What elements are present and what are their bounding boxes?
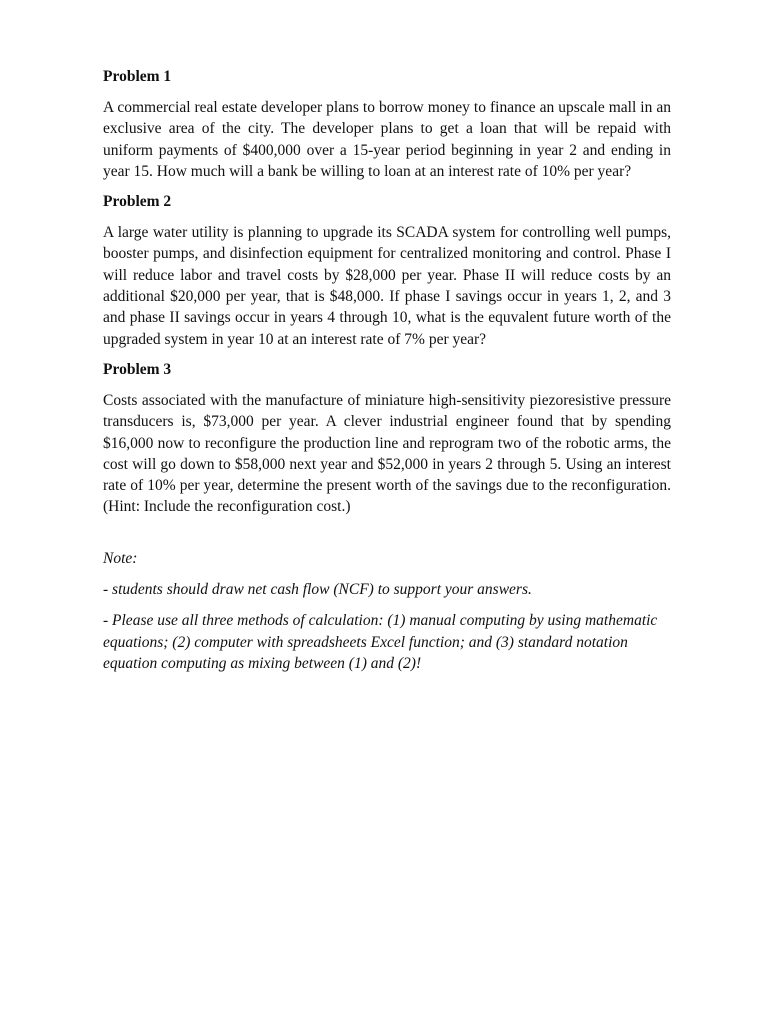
problem-3-heading: Problem 3: [103, 360, 172, 378]
problem-2-heading: Problem 2: [103, 193, 172, 211]
problem-2-text: A large water utility is planning to upgrade its SCADA system for controlling well pumps, booster pumps, and disinfection equipment for centralized monitoring and control. Phase I will reduce labor and travel costs by $28,000 per year. Phase II will reduce costs by an additional $20,000 per year, that is $48,000. If phase I savings occur in years 1, 2, and 3 and phase II savings occur in years 4 through 10, what is the equvalent future worth of the upgraded system in year 10 at an interest rate of 7% per year?: [103, 224, 671, 348]
problem-1-text: A commercial real estate developer plans to borrow money to finance an upscale mall in an exclusive area of the city. The developer plans to get a loan that will be repaid with uniform payments of $400,000 over a 15-year period beginning in year 2 and ending in year 15. How much will a bank be willing to loan at an interest rate of 10% per year?: [103, 99, 671, 180]
document-page: [103, 66, 671, 684]
note-section: [103, 548, 671, 674]
problem-1: [103, 66, 671, 182]
problem-2: [103, 191, 671, 350]
note-line-1: - students should draw net cash flow (NCF) to support your answers.: [103, 581, 532, 599]
problem-3-text: Costs associated with the manufacture of miniature high-sensitivity piezoresistive pressure transducers is, $73,000 per year. A clever industrial engineer found that by spending $16,000 now to reconfigure the production line and reprogram two of the robotic arms, the cost will go down to $58,000 next year and $52,000 in years 2 through 5. Using an interest rate of 10% per year, determine the present worth of the savings due to the reconfiguration. (Hint: Include the reconfiguration cost.): [103, 391, 671, 516]
note-line-2: - Please use all three methods of calculation: (1) manual computing by using mathematic equations; (2) computer with spreadsheets Excel function; and (3) standard notation equation computing as mixing between (1) and (2)!: [103, 612, 658, 672]
problem-1-heading: Problem 1: [103, 68, 172, 85]
note-label: Note:: [103, 549, 138, 567]
problem-3: [103, 359, 671, 518]
